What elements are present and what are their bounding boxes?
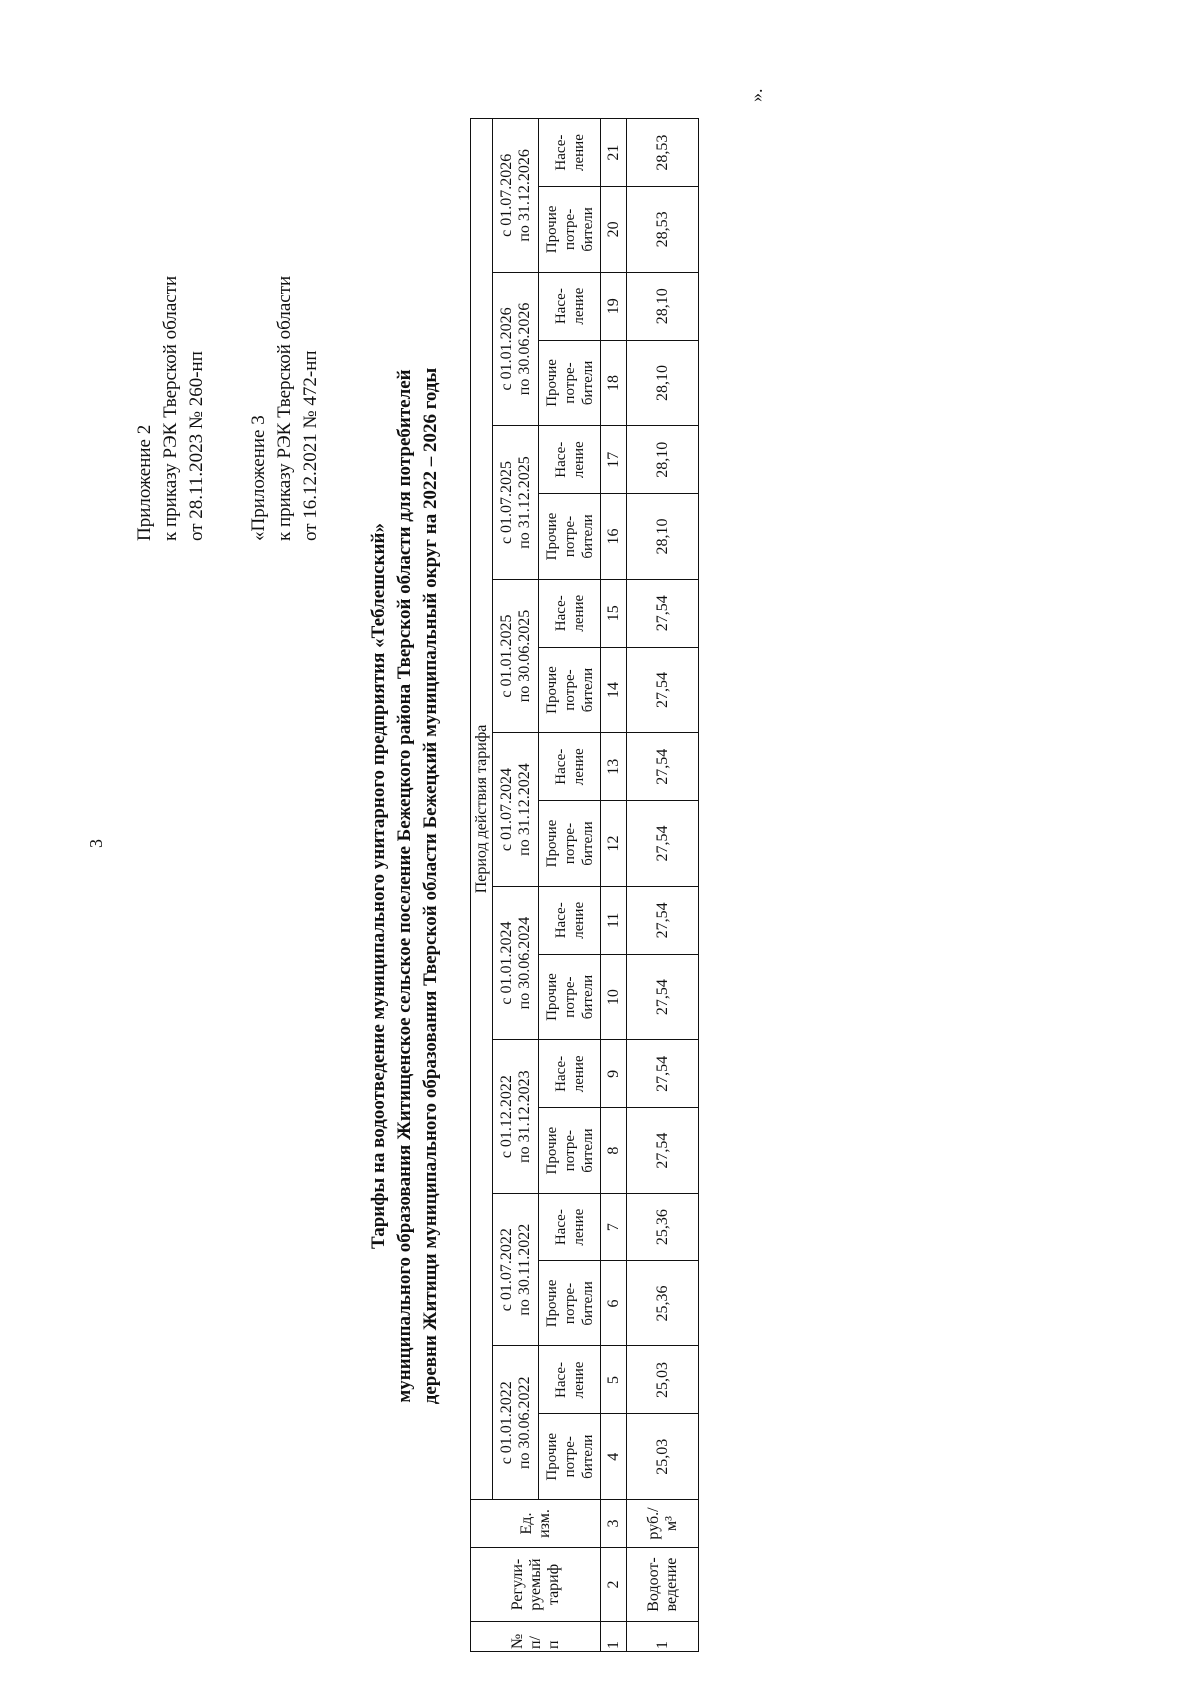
tariff-value bbox=[627, 579, 699, 647]
header-consumer-population-text: Насе- ление bbox=[552, 1361, 587, 1399]
table-header-row bbox=[471, 119, 493, 1652]
header-consumer-other-text: Прочие потре- бители bbox=[543, 359, 596, 407]
tariff-value bbox=[627, 494, 699, 580]
column-number bbox=[601, 733, 627, 801]
header-consumer-population bbox=[539, 886, 601, 954]
header-period-range-text: с 01.01.2024 по 30.06.2024 bbox=[497, 916, 533, 1010]
appendix-previous bbox=[246, 276, 324, 541]
table-row bbox=[627, 119, 699, 1652]
appendix-current bbox=[132, 276, 210, 541]
header-consumer-population-text: Насе- ление bbox=[552, 594, 587, 632]
header-consumer-other bbox=[539, 1414, 601, 1500]
column-number bbox=[601, 340, 627, 426]
column-number bbox=[601, 1414, 627, 1500]
tariff-value bbox=[627, 119, 699, 187]
header-consumer-other-text: Прочие потре- бители bbox=[543, 205, 596, 254]
column-number-text: 19 bbox=[604, 298, 622, 315]
header-consumer-other-text: Прочие потре- бители bbox=[543, 1126, 596, 1175]
row-unit-text: руб./ м³ bbox=[644, 1507, 680, 1540]
column-number-text: 6 bbox=[604, 1299, 622, 1308]
column-number bbox=[601, 187, 627, 273]
appendix-previous-line: от 16.12.2021 № 472-нп bbox=[300, 350, 321, 541]
column-number bbox=[601, 1193, 627, 1261]
row-number-text: 1 bbox=[653, 1641, 671, 1649]
header-consumer-population-text: Насе- ление bbox=[552, 748, 587, 786]
column-number-text: 12 bbox=[604, 835, 622, 852]
column-number-text: 14 bbox=[604, 682, 622, 699]
header-period-range bbox=[493, 579, 539, 733]
header-consumer-other-text: Прочие потре- бители bbox=[543, 1432, 596, 1481]
header-period-range bbox=[493, 272, 539, 426]
column-number bbox=[601, 426, 627, 494]
column-number bbox=[601, 579, 627, 647]
header-consumer-other-text: Прочие потре- бители bbox=[543, 512, 596, 561]
header-consumer-other bbox=[539, 647, 601, 733]
row-unit bbox=[627, 1500, 699, 1548]
tariff-value-text: 27,54 bbox=[653, 595, 671, 632]
tariff-value bbox=[627, 1040, 699, 1108]
header-consumer-population-text: Насе- ление bbox=[552, 287, 587, 325]
appendix-current-line: к приказу РЭК Тверской области bbox=[160, 275, 181, 541]
title-line: муниципального образования Житищенское сельское поселение Бежецкого района Тверской области для потребителей bbox=[394, 369, 415, 1403]
header-consumer-population bbox=[539, 272, 601, 340]
tariff-value-text: 28,53 bbox=[653, 211, 671, 248]
header-consumer-population bbox=[539, 733, 601, 801]
appendix-previous-line: к приказу РЭК Тверской области bbox=[274, 275, 295, 541]
header-unit bbox=[471, 1500, 601, 1548]
column-number bbox=[601, 494, 627, 580]
tariff-value-text: 28,10 bbox=[653, 518, 671, 555]
table-header-row bbox=[493, 119, 539, 1652]
tariff-value bbox=[627, 1108, 699, 1194]
header-consumer-other bbox=[539, 1108, 601, 1194]
column-number bbox=[601, 1500, 627, 1548]
appendix-current-line: от 28.11.2023 № 260-нп bbox=[186, 351, 207, 541]
header-consumer-population-text: Насе- ление bbox=[552, 134, 587, 171]
header-period bbox=[471, 119, 493, 1500]
header-period-range bbox=[493, 426, 539, 580]
header-consumer-other-text: Прочие потре- бители bbox=[543, 666, 596, 714]
tariff-value-text: 25,36 bbox=[653, 1209, 671, 1246]
column-number-text: 8 bbox=[604, 1146, 622, 1155]
header-consumer-other-text: Прочие потре- бители bbox=[543, 1279, 596, 1328]
appendix-current-line: Приложение 2 bbox=[134, 424, 155, 541]
header-period-range bbox=[493, 1040, 539, 1194]
header-consumer-population-text: Насе- ление bbox=[552, 441, 587, 479]
tariff-value bbox=[627, 187, 699, 273]
header-consumer-other bbox=[539, 187, 601, 273]
header-period-range-text: с 01.01.2022 по 30.06.2022 bbox=[497, 1376, 533, 1470]
header-period-range bbox=[493, 886, 539, 1040]
tariff-value bbox=[627, 272, 699, 340]
tariff-value bbox=[627, 886, 699, 954]
header-consumer-population bbox=[539, 426, 601, 494]
header-period-range-text: с 01.12.2022 по 31.12.2023 bbox=[497, 1070, 533, 1163]
header-period-range-text: с 01.07.2024 по 31.12.2024 bbox=[497, 763, 533, 856]
header-consumer-other bbox=[539, 340, 601, 426]
column-number-text: 11 bbox=[604, 912, 622, 929]
header-unit-text: Ед. изм. bbox=[517, 1509, 553, 1538]
column-number bbox=[601, 647, 627, 733]
column-number bbox=[601, 886, 627, 954]
tariff-value bbox=[627, 426, 699, 494]
tariff-value-text: 28,10 bbox=[653, 441, 671, 478]
title-line: Тарифы на водоотведение муниципального унитарного предприятия «Теблешский» bbox=[368, 523, 389, 1249]
column-number-text: 20 bbox=[604, 221, 622, 238]
column-number bbox=[601, 954, 627, 1040]
header-consumer-population-text: Насе- ление bbox=[552, 1208, 587, 1246]
tariff-value-text: 27,54 bbox=[653, 1132, 671, 1169]
column-number-text: 15 bbox=[604, 605, 622, 622]
header-consumer-other bbox=[539, 1261, 601, 1346]
column-number-text: 7 bbox=[604, 1223, 622, 1232]
header-consumer-population bbox=[539, 119, 601, 187]
row-number bbox=[627, 1622, 699, 1652]
page-number: 3 bbox=[86, 839, 106, 848]
header-number-text: № п/ п bbox=[508, 1633, 562, 1649]
header-period-range-text: с 01.07.2025 по 31.12.2025 bbox=[497, 456, 533, 549]
closing-mark: ». bbox=[746, 88, 766, 102]
column-number-text: 5 bbox=[604, 1375, 622, 1384]
document-title bbox=[366, 136, 444, 1636]
appendix-previous-line: «Приложение 3 bbox=[248, 415, 269, 541]
header-consumer-other bbox=[539, 494, 601, 580]
column-number-text: 10 bbox=[604, 989, 622, 1006]
column-number bbox=[601, 1622, 627, 1652]
row-tariff bbox=[627, 1548, 699, 1622]
tariff-value-text: 27,54 bbox=[653, 748, 671, 785]
column-number-text: 18 bbox=[604, 374, 622, 391]
tariff-value-text: 25,03 bbox=[653, 1361, 671, 1398]
tariff-value bbox=[627, 733, 699, 801]
header-consumer-other-text: Прочие потре- бители bbox=[543, 973, 596, 1021]
tariff-value bbox=[627, 340, 699, 426]
column-number-text: 2 bbox=[604, 1580, 622, 1589]
title-line: деревни Житищи муниципального образования Тверской области Бежецкий муниципальный округ на 2022 – 2026 годы bbox=[420, 367, 441, 1405]
column-number bbox=[601, 1108, 627, 1194]
header-period-range bbox=[493, 733, 539, 887]
tariff-table bbox=[470, 118, 699, 1652]
header-period-range bbox=[493, 1346, 539, 1500]
tariff-value-text: 27,54 bbox=[653, 825, 671, 862]
column-number-text: 4 bbox=[604, 1452, 622, 1461]
tariff-value-text: 27,54 bbox=[653, 979, 671, 1016]
tariff-value bbox=[627, 954, 699, 1040]
header-tariff-text: Регули- руемый тариф bbox=[508, 1558, 562, 1611]
header-consumer-population bbox=[539, 579, 601, 647]
tariff-value bbox=[627, 647, 699, 733]
tariff-value bbox=[627, 801, 699, 887]
column-number-text: 21 bbox=[604, 144, 622, 161]
header-consumer-population bbox=[539, 1040, 601, 1108]
tariff-value-text: 28,53 bbox=[653, 134, 671, 171]
header-period-range-text: с 01.07.2026 по 31.12.2026 bbox=[497, 149, 533, 242]
header-consumer-other bbox=[539, 801, 601, 887]
column-number bbox=[601, 1346, 627, 1414]
header-number bbox=[471, 1622, 601, 1652]
header-period-range-text: с 01.01.2026 по 30.06.2026 bbox=[497, 302, 533, 396]
tariff-value-text: 28,10 bbox=[653, 288, 671, 325]
header-consumer-population-text: Насе- ление bbox=[552, 901, 587, 939]
header-period-range-text: с 01.01.2025 по 30.06.2025 bbox=[497, 609, 533, 703]
table-column-numbers-row bbox=[601, 119, 627, 1652]
tariff-value-text: 25,03 bbox=[653, 1438, 671, 1475]
column-number-text: 9 bbox=[604, 1069, 622, 1078]
tariff-value-text: 28,10 bbox=[653, 364, 671, 401]
table-header-row bbox=[539, 119, 601, 1652]
header-period-text: Период действия тарифа bbox=[472, 724, 490, 894]
tariff-value-text: 27,54 bbox=[653, 902, 671, 939]
tariff-value-text: 27,54 bbox=[653, 1055, 671, 1092]
header-consumer-population bbox=[539, 1193, 601, 1261]
header-period-range bbox=[493, 1193, 539, 1346]
column-number bbox=[601, 1261, 627, 1346]
header-consumer-other-text: Прочие потре- бители bbox=[543, 819, 596, 868]
header-period-range bbox=[493, 119, 539, 273]
tariff-value bbox=[627, 1346, 699, 1414]
column-number bbox=[601, 801, 627, 887]
tariff-value bbox=[627, 1414, 699, 1500]
tariff-value bbox=[627, 1193, 699, 1261]
column-number bbox=[601, 1548, 627, 1622]
column-number-text: 17 bbox=[604, 451, 622, 468]
column-number bbox=[601, 119, 627, 187]
column-number bbox=[601, 1040, 627, 1108]
header-tariff bbox=[471, 1548, 601, 1622]
column-number bbox=[601, 272, 627, 340]
header-consumer-other bbox=[539, 954, 601, 1040]
header-consumer-population-text: Насе- ление bbox=[552, 1055, 587, 1093]
header-period-range-text: с 01.07.2022 по 30.11.2022 bbox=[497, 1223, 533, 1316]
tariff-value bbox=[627, 1261, 699, 1346]
column-number-text: 3 bbox=[604, 1519, 622, 1528]
column-number-text: 13 bbox=[604, 758, 622, 775]
tariff-value-text: 25,36 bbox=[653, 1285, 671, 1322]
column-number-text: 1 bbox=[604, 1641, 622, 1649]
tariff-value-text: 27,54 bbox=[653, 672, 671, 709]
row-tariff-text: Водоот- ведение bbox=[644, 1557, 680, 1612]
header-consumer-population bbox=[539, 1346, 601, 1414]
column-number-text: 16 bbox=[604, 528, 622, 545]
